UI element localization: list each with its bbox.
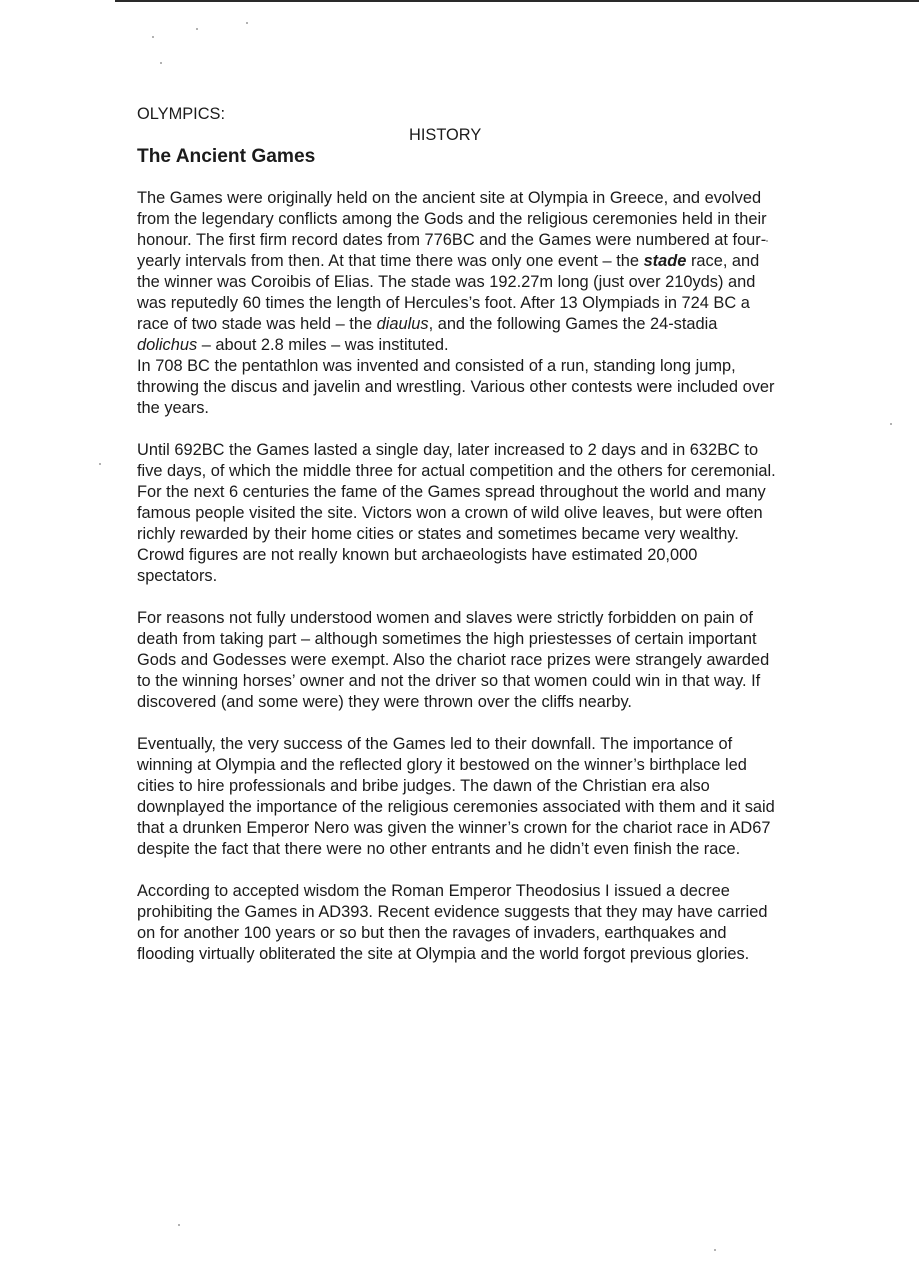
document-label: OLYMPICS: bbox=[137, 105, 226, 123]
scan-speck bbox=[246, 22, 248, 24]
text-run: – about 2.8 miles – was instituted. bbox=[197, 336, 449, 354]
scan-speck bbox=[152, 36, 154, 38]
scan-speck bbox=[160, 62, 162, 64]
scan-speck bbox=[890, 423, 892, 425]
section-subtitle: The Ancient Games bbox=[137, 146, 316, 167]
term-diaulus: diaulus bbox=[376, 315, 429, 333]
text-run: The Games were originally held on the ancient site at Olympia in Greece, and evolved from the legendary conflicts among the Gods and the religious ceremonies held in their honour. The first firm record dates from 776BC and the Games were numbered at four-yearly intervals from then. At that time there was only one event – the bbox=[137, 189, 767, 270]
scan-speck bbox=[178, 1224, 180, 1226]
document-page bbox=[137, 104, 777, 986]
paragraph-duration: Until 692BC the Games lasted a single day, later increased to 2 days and in 632BC to five days, of which the middle three for actual competition and the others for ceremonial. For the next 6 centuries the fame of the Games spread throughout the world and many famous people visited the site. Victors won a crown of wild olive leaves, but were often richly rewarded by their home cities or states and sometimes became very wealthy. Crowd figures are not really known but archaeologists have estimated 20,000 spectators. bbox=[137, 441, 776, 585]
section-origins bbox=[137, 188, 777, 419]
text-run: , and the following Games the 24-stadia bbox=[428, 315, 718, 333]
term-dolichus: dolichus bbox=[137, 336, 198, 354]
paragraph-women: For reasons not fully understood women and slaves were strictly forbidden on pain of death from taking part – although sometimes the high priestesses of certain important Gods and Godesses were exempt. Also the chariot race prizes were strangely awarded to the winning horses’ owner and not the driver so that women could win in that way. If discovered (and some were) they were thrown over the cliffs nearby. bbox=[137, 609, 770, 711]
scan-speck bbox=[196, 28, 198, 30]
paragraph-downfall: Eventually, the very success of the Games led to their downfall. The importance of winning at Olympia and the reflected glory it bestowed on the winner’s birthplace led cities to hire professionals and bribe judges. The dawn of the Christian era also downplayed the importance of the religious ceremonies associated with them and it said that a drunken Emperor Nero was given the winner’s crown for the chariot race in AD67 despite the fact that there were no other entrants and he didn’t even finish the race. bbox=[137, 735, 775, 858]
paragraph-end: According to accepted wisdom the Roman Emperor Theodosius I issued a decree prohibiting the Games in AD393. Recent evidence suggests that they may have carried on for another 100 years or so but then the ravages of invaders, earthquakes and flooding virtually obliterated the site at Olympia and the world forgot previous glories. bbox=[137, 882, 768, 963]
scan-speck bbox=[99, 463, 101, 465]
scan-speck bbox=[714, 1249, 716, 1251]
paragraph-origins bbox=[137, 188, 777, 356]
text-run: race, and the winner was Coroibis of Elias. The stade was 192.27m long (just over 210yds) and was reputedly 60 times the length of Hercules’s foot. After 13 Olympiads in 724 BC a race of two stade was held – the bbox=[137, 252, 760, 333]
paragraph-pentathlon: In 708 BC the pentathlon was invented and consisted of a run, standing long jump, throwing the discus and javelin and wrestling. Various other contests were included over the years. bbox=[137, 357, 775, 417]
term-stade: stade bbox=[643, 252, 687, 270]
scan-top-edge bbox=[115, 0, 919, 2]
page-title: HISTORY bbox=[409, 126, 482, 144]
